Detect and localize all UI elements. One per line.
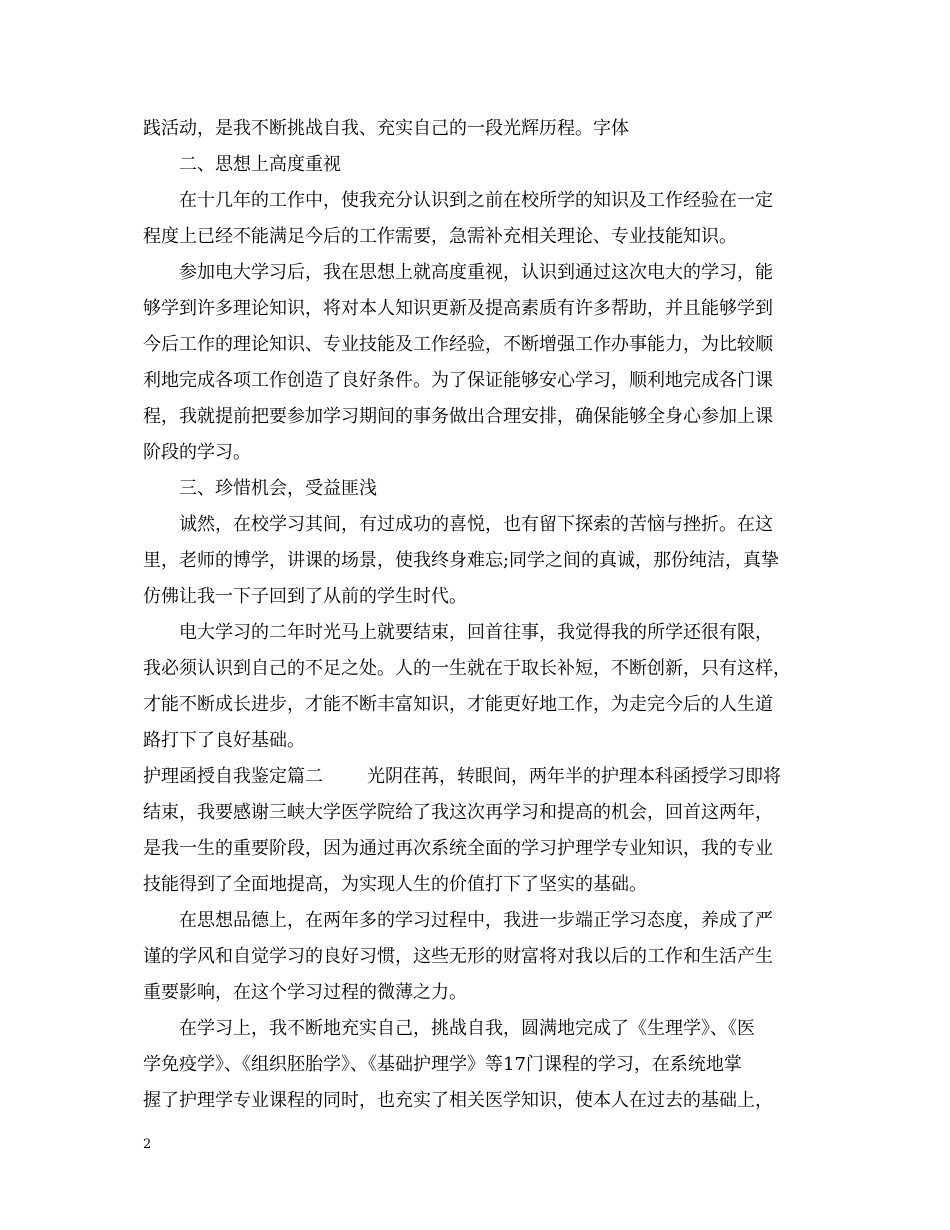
paragraph-line: 够学到许多理论知识，将对本人知识更新及提高素质有许多帮助，并且能够学到 [143,298,773,319]
paragraph-line: 学免疫学》、《组织胚胎学》、《基础护理学》等17门课程的学习，在系统地掌 [143,1054,742,1075]
section-heading: 二、思想上高度重视 [179,154,341,175]
paragraph-line: 诚然，在校学习其间，有过成功的喜悦，也有留下探索的苦恼与挫折。在这 [179,514,773,535]
paragraph-line: 参加电大学习后，我在思想上就高度重视，认识到通过这次电大的学习，能 [179,262,773,283]
paragraph-line: 阶段的学习。 [143,442,251,463]
paragraph-line: 在思想品德上，在两年多的学习过程中，我进一步端正学习态度，养成了严 [179,910,773,931]
paragraph-text: 光阴荏苒，转眼间，两年半的护理本科函授学习即将 [367,766,781,787]
paragraph-line: 在十几年的工作中，使我充分认识到之前在校所学的知识及工作经验在一定 [179,190,773,211]
paragraph-line: 技能得到了全面地提高，为实现人生的价值打下了坚实的基础。 [143,874,647,895]
paragraph-line: 重要影响，在这个学习过程的微薄之力。 [143,982,467,1003]
paragraph-line: 握了护理学专业课程的同时，也充实了相关医学知识，使本人在过去的基础上， [143,1090,773,1111]
paragraph-line: 才能不断成长进步，才能不断丰富知识，才能更好地工作，为走完今后的人生道 [143,694,773,715]
page-number: 2 [143,1137,152,1152]
paragraph-line: 程，我就提前把要参加学习期间的事务做出合理安排，确保能够全身心参加上课 [143,406,773,427]
paragraph-line: 我必须认识到自己的不足之处。人的一生就在于取长补短，不断创新，只有这样， [143,658,791,679]
article-title-line [143,765,781,789]
paragraph-line: 电大学习的二年时光马上就要结束，回首往事，我觉得我的所学还很有限， [179,622,773,643]
section-heading: 三、珍惜机会，受益匪浅 [179,478,377,499]
article-title: 护理函授自我鉴定篇二 [143,766,323,787]
paragraph-line: 仿佛让我一下子回到了从前的学生时代。 [143,586,467,607]
paragraph-line: 在学习上，我不断地充实自己，挑战自我，圆满地完成了《生理学》、《医 [179,1018,755,1039]
paragraph-line: 利地完成各项工作创造了良好条件。为了保证能够安心学习，顺利地完成各门课 [143,370,773,391]
paragraph-line: 里，老师的博学，讲课的场景，使我终身难忘;同学之间的真诚，那份纯洁，真挚 [143,550,780,571]
paragraph-line: 践活动，是我不断挑战自我、充实自己的一段光辉历程。字体 [143,118,629,139]
paragraph-line: 是我一生的重要阶段，因为通过再次系统全面的学习护理学专业知识，我的专业 [143,838,773,859]
paragraph-line: 路打下了良好基础。 [143,730,305,751]
paragraph-line: 谨的学风和自觉学习的良好习惯，这些无形的财富将对我以后的工作和生活产生 [143,946,773,967]
paragraph-line: 结束，我要感谢三峡大学医学院给了我这次再学习和提高的机会，回首这两年， [143,802,773,823]
paragraph-line: 程度上已经不能满足今后的工作需要，急需补充相关理论、专业技能知识。 [143,226,737,247]
paragraph-line: 今后工作的理论知识、专业技能及工作经验，不断增强工作办事能力，为比较顺 [143,334,773,355]
